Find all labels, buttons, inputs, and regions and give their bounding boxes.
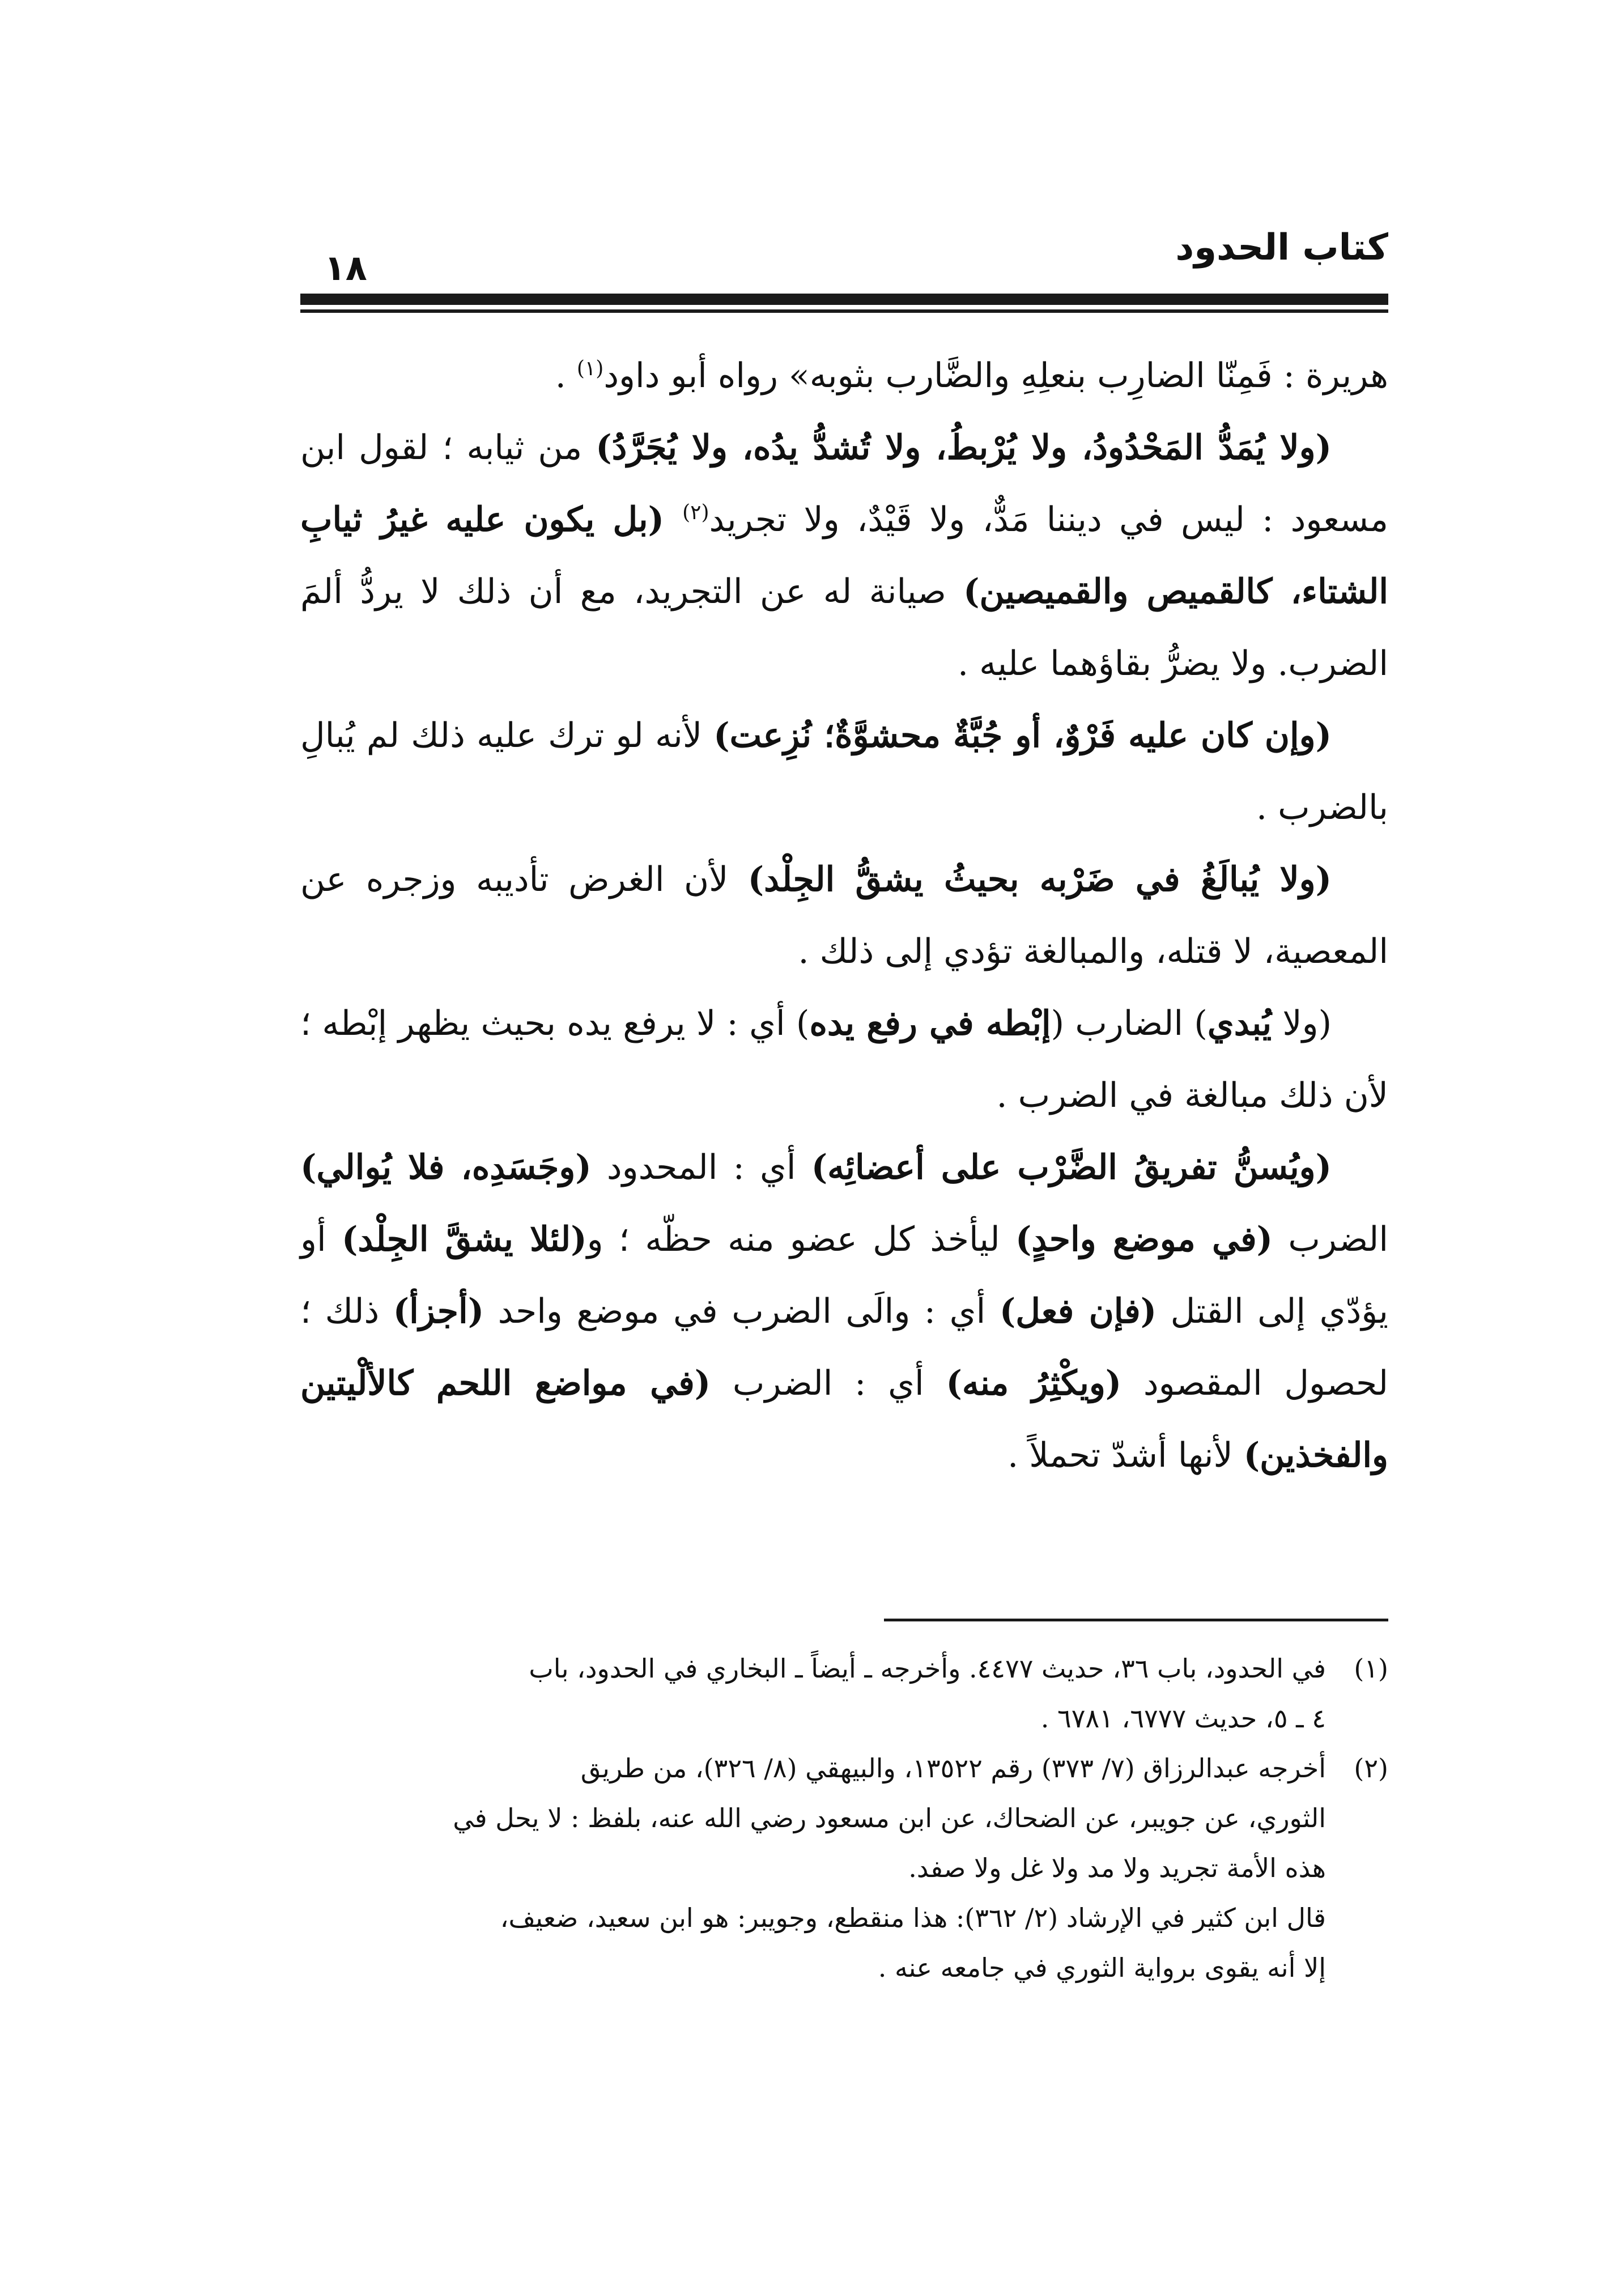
footnote-2 <box>300 1743 1388 1993</box>
footnote-2-line-3: هذه الأمة تجريد ولا مد ولا غل ولا صفد. <box>908 1853 1326 1883</box>
p2-sharh-2: صيانة له عن التجريد، مع أن ذلك لا يردُّ ألمَ الضرب. ولا يضرُّ بقاؤهما عليه . <box>300 572 1388 683</box>
p1-end: . <box>555 356 577 396</box>
header-rule-thin <box>300 309 1388 313</box>
footnote-2-line-2: الثوري، عن جويبر، عن الضحاك، عن ابن مسعود رضي الله عنه، بلفظ : لا يحل في <box>453 1803 1326 1833</box>
p5-matn-2: إبْطه في رفع يده <box>809 1004 1051 1043</box>
running-header <box>300 227 1388 317</box>
main-text <box>300 340 1388 1492</box>
footnote-separator <box>884 1619 1388 1621</box>
p6-matn-1: (ويُسنُّ تفريقُ الضَّرْب على أعضائِه) <box>811 1148 1332 1187</box>
p6-sharh-4: أو يؤدّي إلى القتل <box>300 1220 1388 1331</box>
p6-matn-3: (في موضع واحدٍ) <box>1015 1220 1273 1259</box>
p2-matn: (ولا يُمَدُّ المَحْدُودُ، ولا يُرْبطُ، ولا تُشدُّ يدُه، ولا يُجَرَّدُ) <box>596 428 1332 468</box>
p5-sharh: ) أي : لا يرفع يده بحيث يظهر إبْطه ؛ لأن ذلك مبالغة في الضرب . <box>300 1004 1388 1115</box>
footnote-1-line-1: في الحدود، باب ٣٦، حديث ٤٤٧٧. وأخرجه ـ أيضاً ـ البخاري في الحدود، باب <box>529 1653 1326 1684</box>
p4-sharh: لأن الغرض تأديبه وزجره عن المعصية، لا قتله، والمبالغة تؤدي إلى ذلك . <box>300 860 1388 971</box>
paragraph-1 <box>300 340 1388 412</box>
p6-sharh-5: أي : والَى الضرب في موضع واحد <box>484 1292 1000 1331</box>
page-number: ١٨ <box>324 247 367 288</box>
p3-matn: (وإن كان عليه فَرْوٌ، أو جُبَّةٌ محشوَّةٌ؛ نُزِعت) <box>713 716 1332 755</box>
paragraph-5 <box>300 988 1388 1132</box>
p5-mid: ) الضارب ( <box>1051 1004 1208 1043</box>
header-rule-thick <box>300 294 1388 305</box>
p6-matn-4: (لئلا يشقَّ الجِلْد) <box>342 1220 587 1259</box>
footnote-ref-1: (١) <box>576 357 604 380</box>
p2-sharh: من ثيابه ؛ لقول ابن مسعود : ليس في ديننا مَدٌّ، ولا قَيْدٌ، ولا تجريد <box>300 428 1388 540</box>
footnote-1-line-2: ٤ ـ ٥، حديث ٦٧٧٧، ٦٧٨١ . <box>1040 1703 1326 1734</box>
p6-matn-8: (في مواضع اللحم كالألْيتين والفخذين) <box>300 1364 1388 1475</box>
footnote-1-number: (١) <box>1354 1653 1388 1684</box>
book-title: كتاب الحدود <box>1175 227 1388 269</box>
p5-open: (ولا <box>1272 1004 1332 1043</box>
paragraph-6 <box>300 1132 1388 1492</box>
p6-sharh-2: الضرب <box>1273 1220 1388 1259</box>
p6-sharh-8: لأنها أشدّ تحملاً . <box>1007 1436 1244 1475</box>
p6-sharh-3: ليأخذ كل عضو منه حظّه ؛ و <box>586 1220 1016 1259</box>
p6-sharh-1: أي : المحدود <box>591 1148 811 1187</box>
p5-matn-1: يُبدي <box>1207 1004 1272 1043</box>
p3-sharh: لأنه لو ترك عليه ذلك لم يُبالِ بالضرب . <box>300 716 1388 827</box>
footnote-2-line-1: أخرجه عبدالرزاق (٧/ ٣٧٣) رقم ١٣٥٢٢، والبيهقي (٨/ ٣٢٦)، من طريق <box>580 1753 1326 1784</box>
footnote-2-line-4: قال ابن كثير في الإرشاد (٢/ ٣٦٢): هذا منقطع، وجويبر: هو ابن سعيد، ضعيف، <box>500 1903 1326 1933</box>
p4-matn: (ولا يُبالَغُ في ضَرْبه بحيثُ يشقُّ الجِلْد) <box>747 860 1332 899</box>
p6-matn-5: (فإن فعل) <box>999 1292 1157 1331</box>
paragraph-2 <box>300 412 1388 700</box>
footnote-1 <box>300 1644 1388 1743</box>
p6-matn-2: (وجَسَدِه، فلا يُوالي) <box>300 1148 592 1187</box>
footnote-2-line-5: إلا أنه يقوى برواية الثوري في جامعه عنه . <box>878 1952 1326 1983</box>
footnote-2-number: (٢) <box>1354 1753 1388 1784</box>
p6-sharh-6: ذلك ؛ لحصول المقصود <box>300 1292 1388 1403</box>
footnotes <box>300 1644 1388 1993</box>
footnote-ref-2: (٢) <box>682 501 709 524</box>
p6-matn-7: (ويكْثِرُ منه) <box>946 1364 1122 1403</box>
p6-matn-6: (أجزأ) <box>393 1292 484 1331</box>
p2-matn-2: (بل يكون عليه غيرُ ثيابِ الشتاء، كالقميص والقميصين) <box>300 500 1389 612</box>
paragraph-3 <box>300 700 1388 844</box>
p1-text: هريرة : فَمِنّا الضارِب بنعلِهِ والضَّارب بثوبه» رواه أبو داود <box>603 356 1388 396</box>
paragraph-4 <box>300 844 1388 988</box>
p6-sharh-7: أي : الضرب <box>711 1364 946 1403</box>
